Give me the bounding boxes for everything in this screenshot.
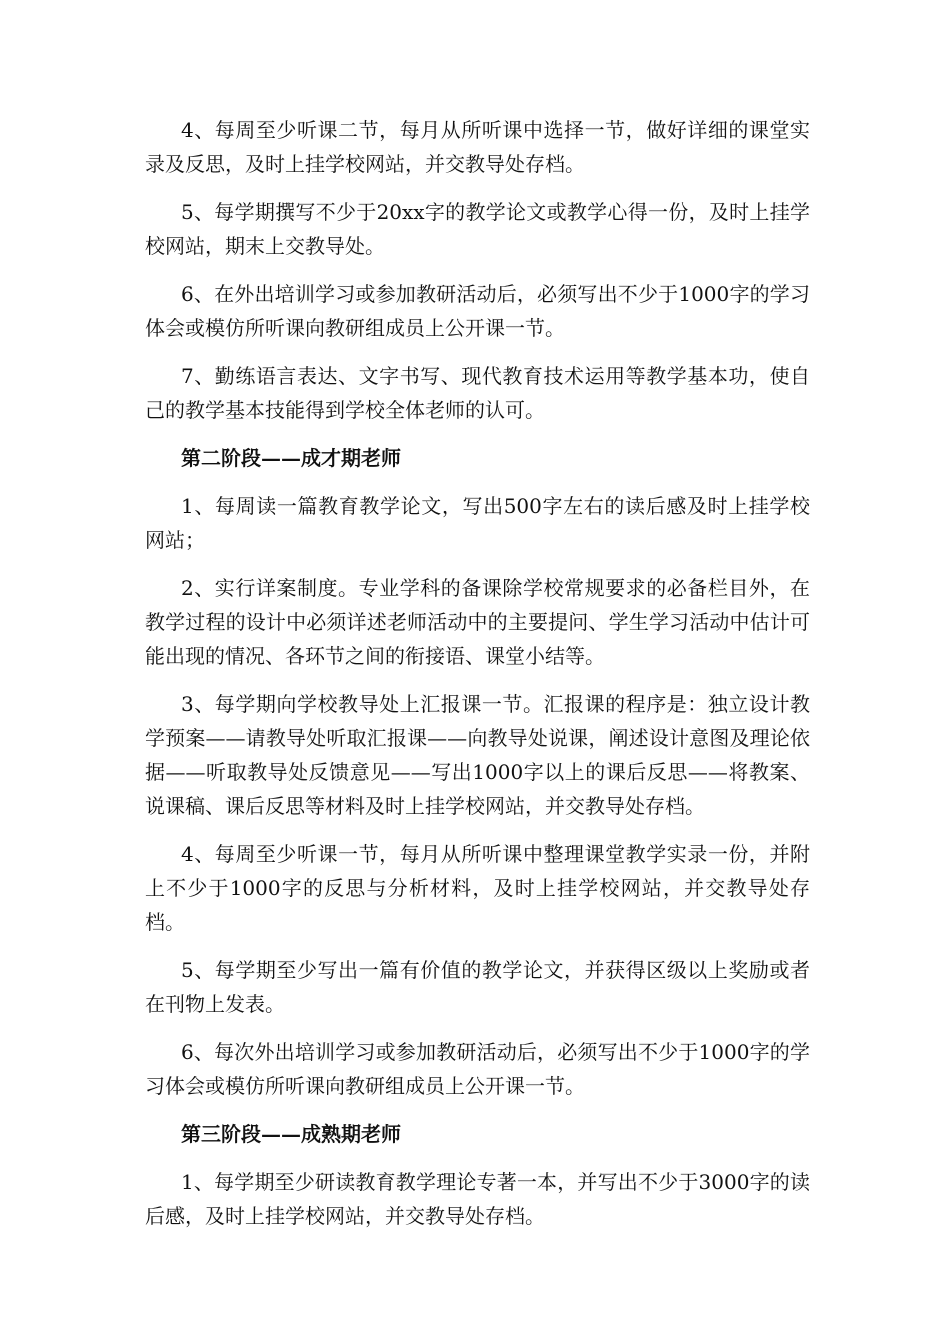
section-heading-stage2: 第二阶段——成才期老师 — [181, 446, 401, 470]
paragraph-stage2-item3: 3、每学期向学校教导处上汇报课一节。汇报课的程序是：独立设计教学预案——请教导处听取汇报课——向教导处说课，阐述设计意图及理论依据——听取教导处反馈意见——写出1000字以上的课后反思——将教案、说课稿、课后反思等材料及时上挂学校网站，并交教导处存档。 — [145, 692, 810, 818]
paragraph-stage2-item5: 5、每学期至少写出一篇有价值的教学论文，并获得区级以上奖励或者在刊物上发表。 — [145, 958, 810, 1016]
paragraph-stage1-item7: 7、勤练语言表达、文字书写、现代教育技术运用等教学基本功，使自己的教学基本技能得到学校全体老师的认可。 — [145, 364, 810, 422]
paragraph-stage2-item6: 6、每次外出培训学习或参加教研活动后，必须写出不少于1000字的学习体会或模仿所听课向教研组成员上公开课一节。 — [145, 1040, 810, 1098]
paragraph-stage3-item1: 1、每学期至少研读教育教学理论专著一本，并写出不少于3000字的读后感，及时上挂学校网站，并交教导处存档。 — [145, 1170, 810, 1228]
paragraph-stage2-item1: 1、每周读一篇教育教学论文，写出500字左右的读后感及时上挂学校网站； — [145, 494, 810, 552]
paragraph-stage2-item4: 4、每周至少听课一节，每月从所听课中整理课堂教学实录一份，并附上不少于1000字的反思与分析材料，及时上挂学校网站，并交教导处存档。 — [145, 842, 810, 934]
paragraph-stage1-item4: 4、每周至少听课二节，每月从所听课中选择一节，做好详细的课堂实录及反思，及时上挂学校网站，并交教导处存档。 — [145, 118, 810, 176]
paragraph-stage1-item5: 5、每学期撰写不少于20xx字的教学论文或教学心得一份，及时上挂学校网站，期末上交教导处。 — [145, 200, 810, 258]
document-page — [145, 113, 810, 1247]
paragraph-stage1-item6: 6、在外出培训学习或参加教研活动后，必须写出不少于1000字的学习体会或模仿所听课向教研组成员上公开课一节。 — [145, 282, 810, 340]
section-heading-stage3: 第三阶段——成熟期老师 — [181, 1122, 401, 1146]
paragraph-stage2-item2: 2、实行详案制度。专业学科的备课除学校常规要求的必备栏目外，在教学过程的设计中必须详述老师活动中的主要提问、学生学习活动中估计可能出现的情况、各环节之间的衔接语、课堂小结等。 — [145, 576, 810, 668]
